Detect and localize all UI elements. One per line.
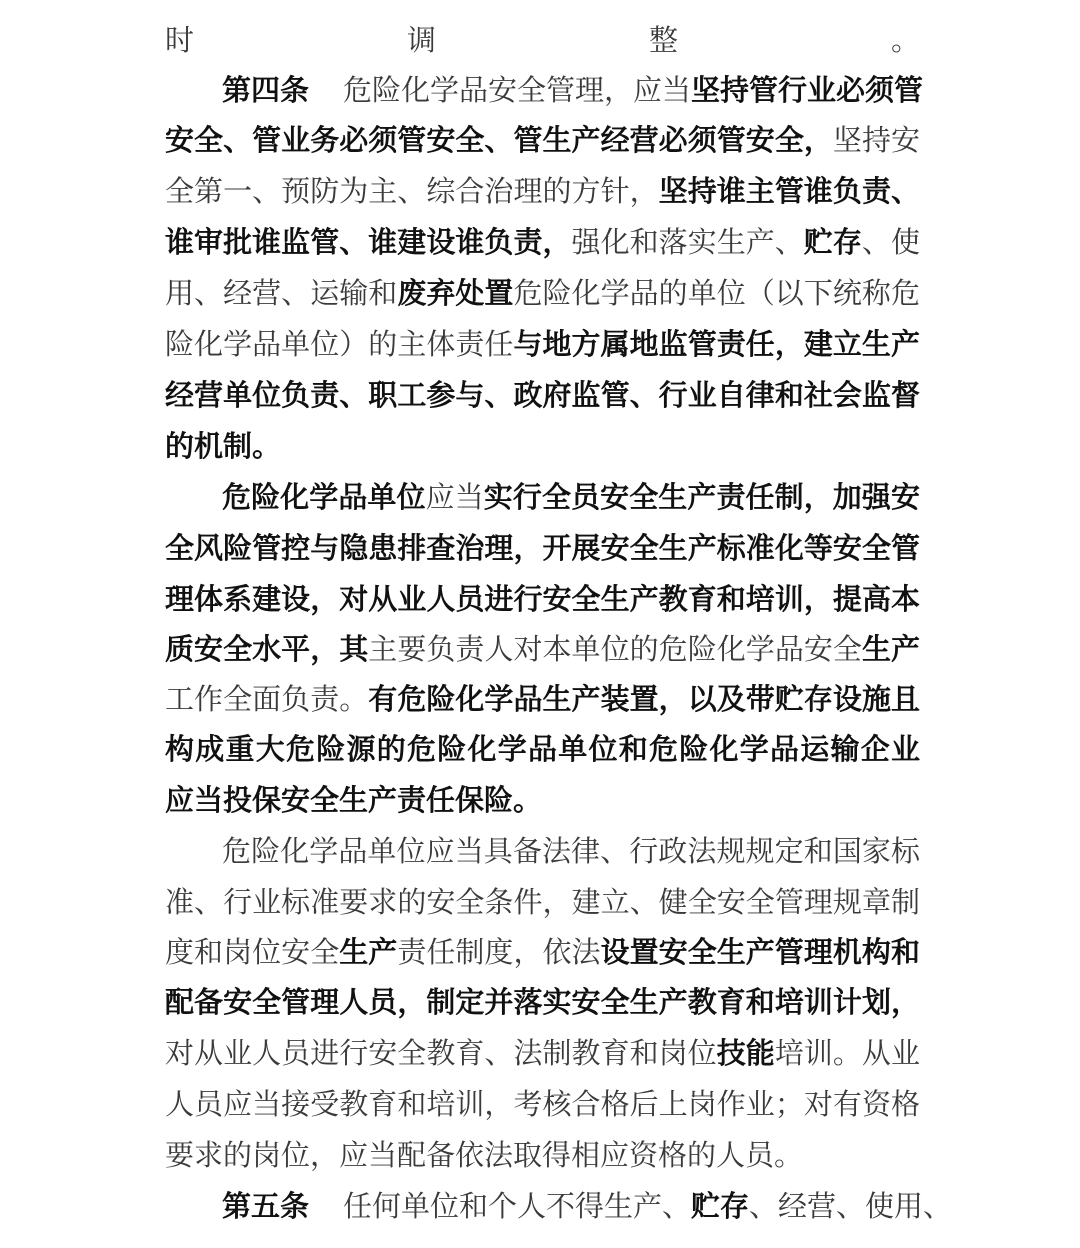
text-line: 构成重大危险源的危险化学品单位和危险化学品运输企业 xyxy=(165,732,920,766)
article-number: 第五条 xyxy=(222,1189,310,1223)
text-line: 质安全水平，其主要负责人对本单位的危险化学品安全生产 xyxy=(165,632,920,666)
text-line: 配备安全管理人员，制定并落实安全生产教育和培训计划， xyxy=(165,985,920,1019)
text-line: 全风险管控与隐患排查治理，开展安全生产标准化等安全管 xyxy=(165,531,920,565)
text-line: 准、行业标准要求的安全条件，建立、健全安全管理规章制 xyxy=(165,885,920,919)
text-line: 险化学品单位）的主体责任与地方属地监管责任，建立生产 xyxy=(165,327,920,361)
article-5-heading-line: 第五条 任何单位和个人不得生产、贮存、经营、使用、 xyxy=(222,1189,953,1223)
text-line: 时调整。 xyxy=(165,23,920,57)
text-line: 安全、管业务必须管安全、管生产经营必须管安全，坚持安 xyxy=(165,123,920,157)
text-line: 危险化学品单位应当实行全员安全生产责任制，加强安 xyxy=(222,480,920,514)
article-number: 第四条 xyxy=(222,73,310,107)
text-line: 全第一、预防为主、综合治理的方针，坚持谁主管谁负责、 xyxy=(165,174,920,208)
text-line: 对从业人员进行安全教育、法制教育和岗位技能培训。从业 xyxy=(165,1036,920,1070)
article-4-heading-line: 第四条 危险化学品安全管理，应当坚持管行业必须管 xyxy=(222,73,924,107)
text-line: 度和岗位安全生产责任制度，依法设置安全生产管理机构和 xyxy=(165,935,920,969)
text-line: 的机制。 xyxy=(165,429,282,463)
text-line: 理体系建设，对从业人员进行安全生产教育和培训，提高本 xyxy=(165,582,920,616)
text-line: 应当投保安全生产责任保险。 xyxy=(165,783,543,817)
text-line: 谁审批谁监管、谁建设谁负责，强化和落实生产、贮存、使 xyxy=(165,225,920,259)
text-line: 要求的岗位，应当配备依法取得相应资格的人员。 xyxy=(165,1138,804,1172)
text-line: 危险化学品单位应当具备法律、行政法规规定和国家标 xyxy=(222,834,920,868)
text-line: 用、经营、运输和废弃处置危险化学品的单位（以下统称危 xyxy=(165,276,920,310)
text-line: 经营单位负责、职工参与、政府监管、行业自律和社会监督 xyxy=(165,378,920,412)
text-line: 工作全面负责。有危险化学品生产装置，以及带贮存设施且 xyxy=(165,682,920,716)
text-line: 人员应当接受教育和培训，考核合格后上岗作业；对有资格 xyxy=(165,1087,920,1121)
